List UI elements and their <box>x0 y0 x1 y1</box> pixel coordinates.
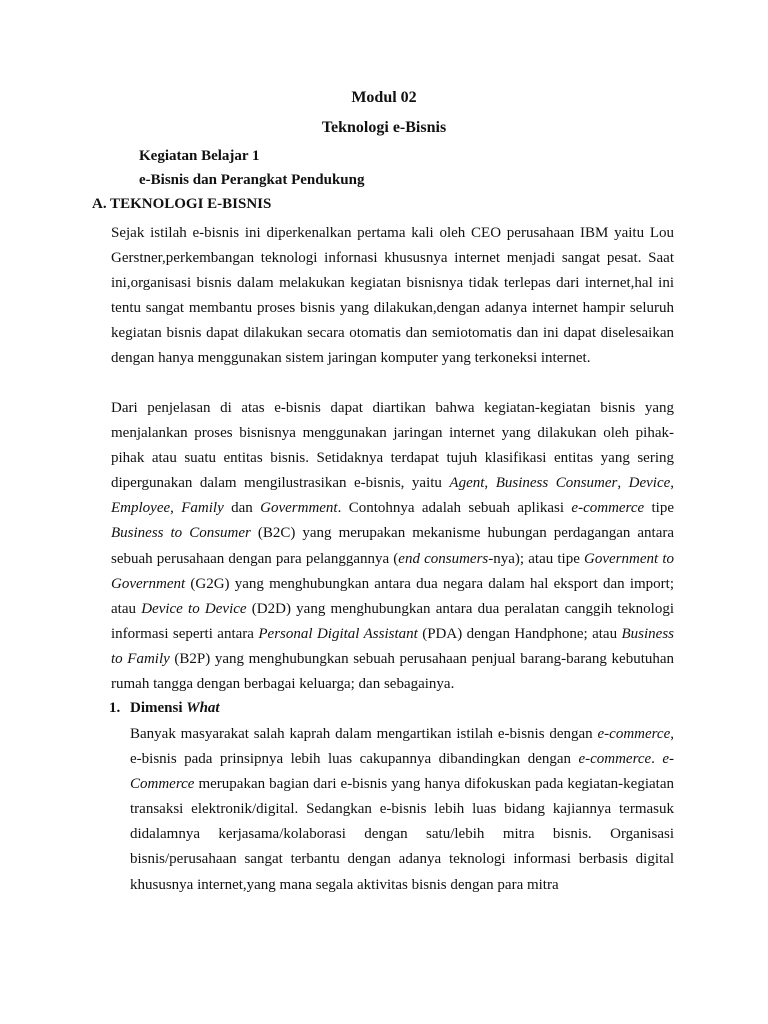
italic-term: e-Commerce <box>130 751 674 793</box>
text-run: tipe <box>644 500 675 517</box>
text-run: (G2G) yang menghubungkan antara dua negara dalam hal eksport dan import; atau <box>111 575 674 617</box>
kegiatan-belajar-title: e-Bisnis dan Perangkat Pendukung <box>139 172 365 188</box>
text-run: . Contohnya adalah sebuah aplikasi <box>337 500 572 517</box>
text-run: (B2P) yang menghubungkan sebuah perusahaan penjual barang-barang kebutuhan rumah tangga dengan berbagai keluarga; dan sebagainya. <box>111 650 675 693</box>
italic-term: Personal Digital Assistant <box>258 625 418 642</box>
kegiatan-belajar-label: Kegiatan Belajar 1 <box>139 148 260 164</box>
text-run: . <box>651 751 663 768</box>
module-title: Modul 02 <box>351 89 417 106</box>
text-run: , <box>670 475 675 492</box>
module-subtitle: Teknologi e-Bisnis <box>321 119 447 136</box>
section-a-heading: A. TEKNOLOGI E-BISNIS <box>92 196 272 212</box>
text-run: dan <box>223 500 261 517</box>
text-run: , <box>484 475 496 492</box>
italic-term: e-commerce <box>571 500 645 517</box>
section-a-paragraph-2 <box>111 396 674 697</box>
dimensi-label: Dimensi <box>130 700 187 716</box>
text-run: , <box>617 475 629 492</box>
italic-term: Agent <box>449 475 485 492</box>
text-run: -nya); atau tipe <box>488 550 585 567</box>
text-run: , <box>170 500 182 517</box>
dimensi-label-italic: What <box>186 700 220 716</box>
dimensi-what-paragraph <box>130 722 674 898</box>
italic-term: Business Consumer <box>495 475 618 492</box>
italic-term: Device <box>628 475 671 492</box>
text-run: , e-bisnis pada prinsipnya lebih luas cakupannya dibandingkan dengan <box>130 726 674 768</box>
text-run: Banyak masyarakat salah kaprah dalam mengartikan istilah e-bisnis dengan <box>130 726 598 742</box>
italic-term: Business to Consumer <box>111 525 251 542</box>
italic-term: Employee <box>111 500 171 517</box>
list-number: 1. <box>109 700 121 716</box>
section-a-paragraph-1: Sejak istilah e-bisnis ini diperkenalkan pertama kali oleh CEO perusahaan IBM yaitu Lou Gerstner,perkembangan teknologi infornasi khususnya internet menjadi sangat pesat. Saat ini,organisasi bisnis dalam melakukan kegiatan bisnisnya tidak terlepas dari internet,hal ini tentu sangat membantu proses bisnis yang dilakukan,dengan adanya internet hampir seluruh kegiatan bisnis dapat dilakukan secara otomatis dan semiotomatis dan ini dapat diselesaikan dengan hanya menggunakan sistem jaringan komputer yang terkoneksi internet. <box>111 225 674 367</box>
dimensi-what-heading <box>109 698 220 718</box>
italic-term: Device to Device <box>141 600 247 617</box>
text-run: (PDA) dengan Handphone; atau <box>417 625 622 642</box>
text-run: (D2D) yang menghubungkan antara dua peralatan canggih teknologi informasi seperti antara <box>111 600 674 642</box>
italic-term: end consumers <box>398 550 489 567</box>
text-run: (B2C) yang merupakan mekanisme hubungan perdagangan antara sebuah perusahaan dengan para pelanggannya ( <box>111 525 674 567</box>
italic-term: e-commerce <box>597 726 671 742</box>
italic-term: Govermment <box>260 500 338 517</box>
italic-term: Family <box>181 500 224 517</box>
italic-term: Business to Family <box>111 625 675 667</box>
text-run: Dari penjelasan di atas e-bisnis dapat diartikan bahwa kegiatan-kegiatan bisnis yang menjalankan proses bisnisnya menggunakan jaringan internet yang dilakukan oleh pihak-pihak atau suatu entitas bisnis. Setidaknya terdapat tujuh klasifikasi entitas yang sering dipergunakan dalam mengilustrasikan e-bisnis, yaitu <box>111 400 674 492</box>
italic-term: Government to Government <box>111 550 674 592</box>
italic-term: e-commerce <box>578 751 652 768</box>
text-run: merupakan bagian dari e-bisnis yang hanya difokuskan pada kegiatan-kegiatan transaksi elektronik/digital. Sedangkan e-bisnis lebih luas bidang kajiannya termasuk didalamnya kerjasama/kolaborasi dengan satu/lebih mitra bisnis. Organisasi bisnis/perusahaan sangat terbantu dengan adanya teknologi informasi berbasis digital khususnya internet,yang mana segala aktivitas bisnis dengan para mitra <box>130 776 674 893</box>
